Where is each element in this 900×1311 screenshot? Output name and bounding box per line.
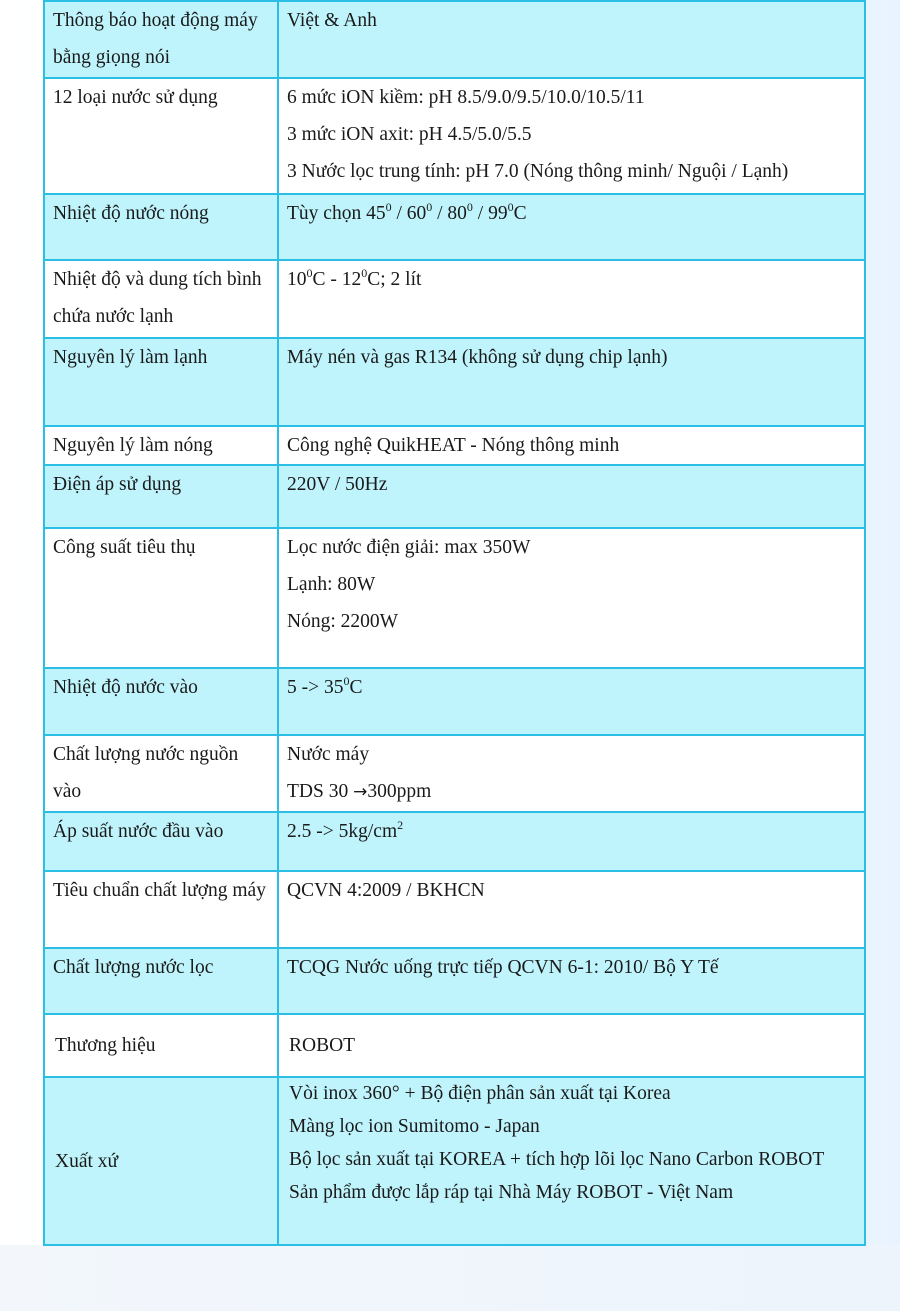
spec-value	[278, 1014, 865, 1077]
spec-value: Tùy chọn $45^0 / 60^0 / 80^0 / 99^0C$	[278, 194, 865, 260]
value-line: Máy nén và gas R134 (không sử dụng chip lạnh)	[287, 347, 668, 368]
page-background	[0, 1245, 900, 1311]
value-line: Lọc nước điện giải: max 350W	[287, 537, 531, 558]
table-row	[44, 871, 865, 948]
table-row	[44, 812, 865, 871]
spec-value	[278, 871, 865, 948]
value-line: 3 mức iON axit: pH 4.5/5.0/5.5	[287, 124, 532, 145]
table-row	[44, 338, 865, 426]
spec-label: Nhiệt độ nước nóng	[44, 194, 278, 260]
spec-value	[278, 948, 865, 1014]
value-line: Lạnh: 80W	[287, 574, 376, 595]
value-line: 220V / 50Hz	[287, 474, 388, 495]
spec-value	[278, 1077, 865, 1245]
table-row	[44, 1077, 865, 1245]
table-row	[44, 426, 865, 465]
table-row	[44, 668, 865, 735]
spec-label: Tiêu chuẩn chất lượng máy	[44, 871, 278, 948]
value-line: Việt & Anh	[287, 10, 377, 31]
spec-label: Nguyên lý làm nóng	[44, 426, 278, 465]
spec-value	[278, 78, 865, 194]
value-line: 6 mức iON kiềm: pH 8.5/9.0/9.5/10.0/10.5/11	[287, 87, 645, 108]
spec-value: $5 -> 35^0C$	[278, 668, 865, 735]
spec-value	[278, 426, 865, 465]
value-line: Sản phẩm được lắp ráp tại Nhà Máy ROBOT - Việt Nam	[289, 1182, 734, 1203]
value-line: Vòi inox 360° + Bộ điện phân sản xuất tại Korea	[289, 1083, 671, 1104]
spec-value	[278, 1, 865, 78]
spec-value	[278, 735, 865, 812]
spec-label: Chất lượng nước nguồn vào	[44, 735, 278, 812]
value-line: Màng lọc ion Sumitomo - Japan	[289, 1116, 540, 1137]
value-line: Nước máy	[287, 744, 370, 765]
table-row	[44, 260, 865, 338]
value-line: Nóng: 2200W	[287, 611, 399, 632]
table-row	[44, 1, 865, 78]
spec-label: Nhiệt độ nước vào	[44, 668, 278, 735]
spec-label: Thương hiệu	[44, 1014, 278, 1077]
table-row	[44, 465, 865, 528]
spec-value: $10^0C - 12^0C$; 2 lít	[278, 260, 865, 338]
value-line: TDS 30 →300ppm	[287, 781, 432, 802]
spec-label: Điện áp sử dụng	[44, 465, 278, 528]
table-row	[44, 735, 865, 812]
spec-label: Nguyên lý làm lạnh	[44, 338, 278, 426]
table-row	[44, 1014, 865, 1077]
spec-label: 12 loại nước sử dụng	[44, 78, 278, 194]
spec-value: $2.5 -> 5kg/cm^2$	[278, 812, 865, 871]
spec-label: Nhiệt độ và dung tích bình chứa nước lạnh	[44, 260, 278, 338]
value-line: Bộ lọc sản xuất tại KOREA + tích hợp lõi lọc Nano Carbon ROBOT	[289, 1149, 825, 1170]
spec-value	[278, 528, 865, 668]
table-row	[44, 948, 865, 1014]
table-row	[44, 528, 865, 668]
spec-table	[43, 0, 866, 1246]
value-line: TCQG Nước uống trực tiếp QCVN 6-1: 2010/ Bộ Y Tế	[287, 957, 719, 978]
spec-value	[278, 465, 865, 528]
spec-label: Công suất tiêu thụ	[44, 528, 278, 668]
spec-label: Xuất xứ	[44, 1077, 278, 1245]
arrow-right-icon: →	[353, 782, 368, 802]
value-line: QCVN 4:2009 / BKHCN	[287, 880, 485, 901]
spec-label: Thông báo hoạt động máy bằng giọng nói	[44, 1, 278, 78]
spec-label: Chất lượng nước lọc	[44, 948, 278, 1014]
spec-value	[278, 338, 865, 426]
value-line: ROBOT	[289, 1035, 356, 1056]
table-row	[44, 78, 865, 194]
value-line: Công nghệ QuikHEAT - Nóng thông minh	[287, 435, 620, 456]
value-line: 3 Nước lọc trung tính: pH 7.0 (Nóng thông minh/ Nguội / Lạnh)	[287, 161, 789, 182]
table-row	[44, 194, 865, 260]
spec-label: Áp suất nước đầu vào	[44, 812, 278, 871]
